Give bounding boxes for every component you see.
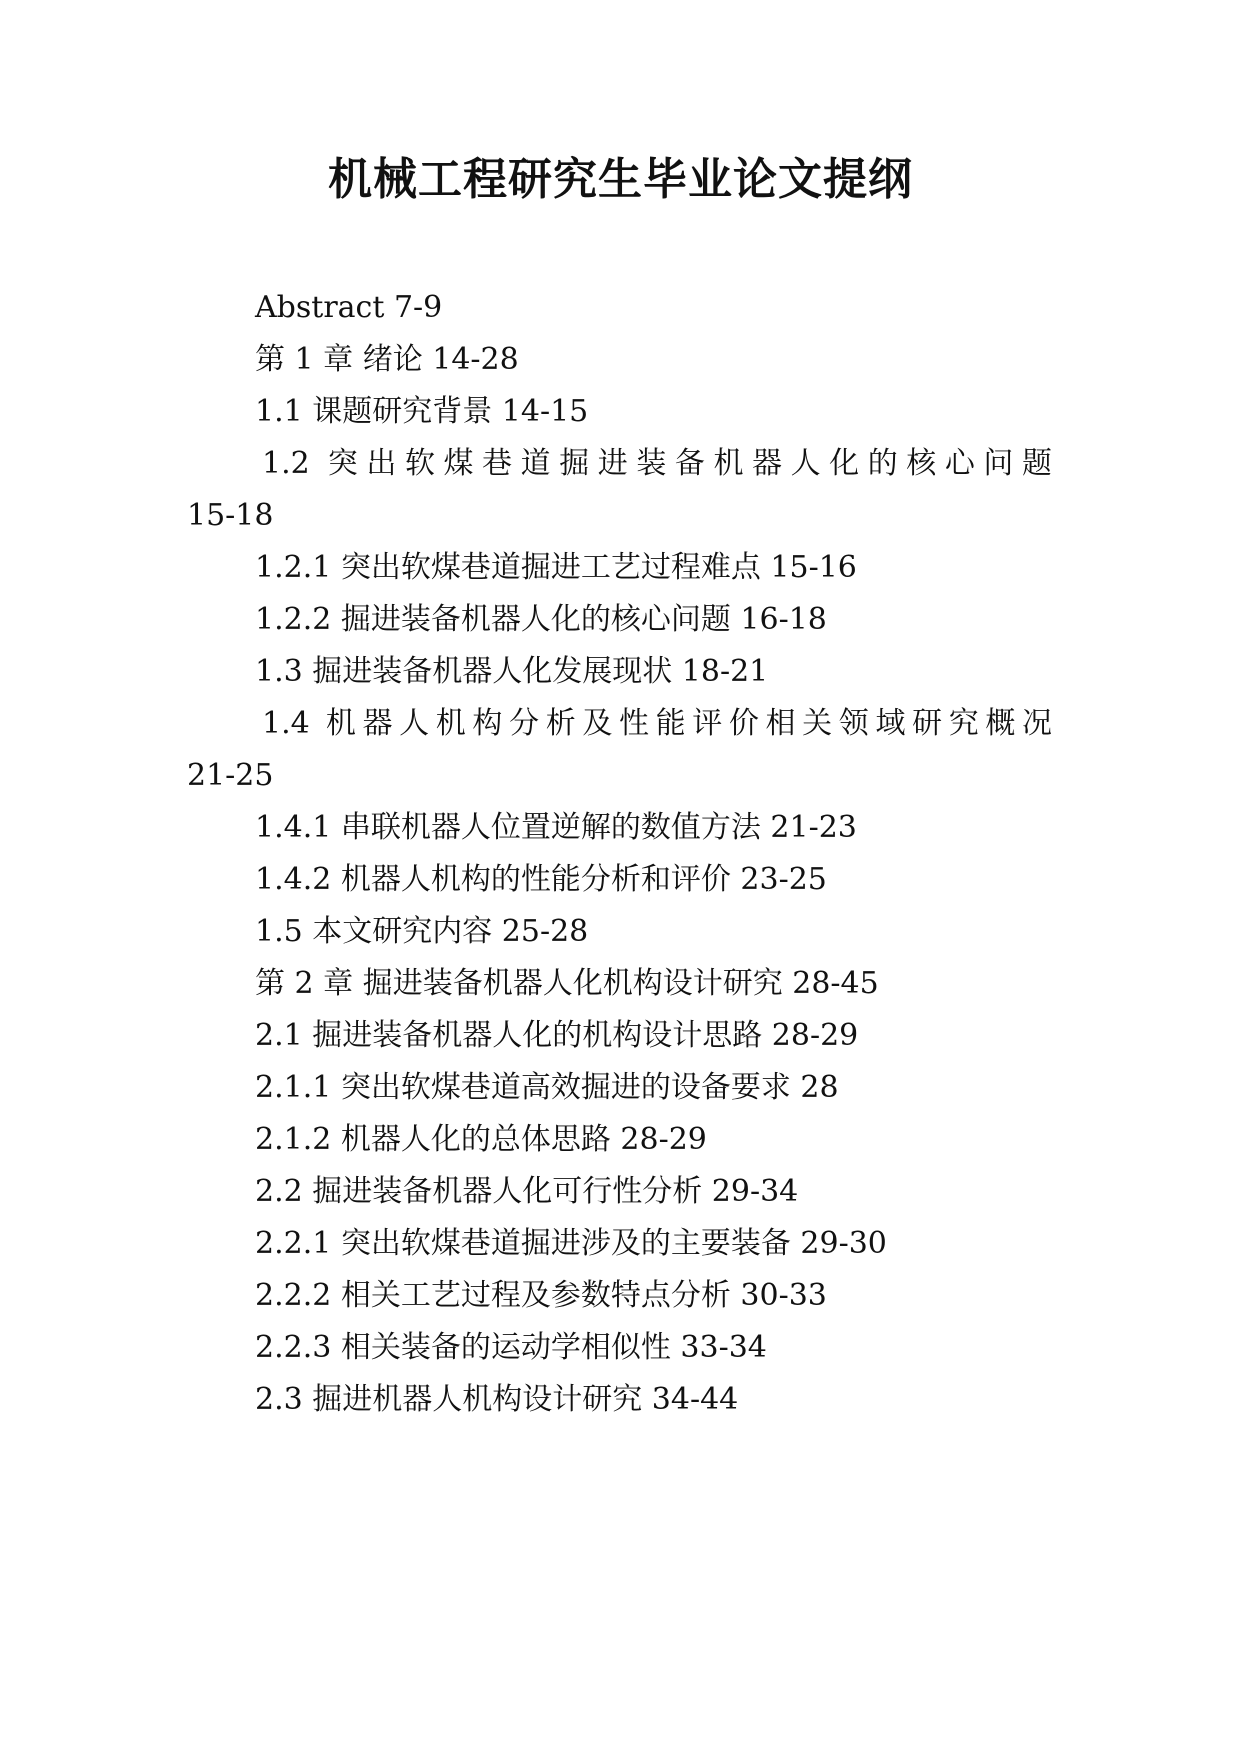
toc-entry-2-1-2: 2.1.2 机器人化的总体思路 28-29 <box>255 1122 707 1157</box>
toc-entry-1-4-pages: 21-25 <box>187 758 274 793</box>
toc-entry-chapter-1: 第 1 章 绪论 14-28 <box>255 342 519 377</box>
toc-entry-1-1: 1.1 课题研究背景 14-15 <box>255 394 589 429</box>
toc-entry-1-5: 1.5 本文研究内容 25-28 <box>255 914 589 949</box>
toc-entry-abstract: Abstract 7-9 <box>255 290 443 325</box>
toc-entry-1-4: 1.4 机器人机构分析及性能评价相关领域研究概况 <box>262 706 1052 741</box>
toc-entry-chapter-2: 第 2 章 掘进装备机器人化机构设计研究 28-45 <box>255 966 879 1001</box>
toc-entry-1-2-pages: 15-18 <box>187 498 274 533</box>
toc-entry-1-3: 1.3 掘进装备机器人化发展现状 18-21 <box>255 654 769 689</box>
toc-entry-2-2-2: 2.2.2 相关工艺过程及参数特点分析 30-33 <box>255 1278 827 1313</box>
toc-entry-2-2-3: 2.2.3 相关装备的运动学相似性 33-34 <box>255 1330 767 1365</box>
toc-entry-1-4-1: 1.4.1 串联机器人位置逆解的数值方法 21-23 <box>255 810 857 845</box>
toc-entry-2-1: 2.1 掘进装备机器人化的机构设计思路 28-29 <box>255 1018 859 1053</box>
toc-entry-1-2-2: 1.2.2 掘进装备机器人化的核心问题 16-18 <box>255 602 827 637</box>
toc-entry-1-4-2: 1.4.2 机器人机构的性能分析和评价 23-25 <box>255 862 827 897</box>
toc-entry-2-3: 2.3 掘进机器人机构设计研究 34-44 <box>255 1382 739 1417</box>
toc-entry-2-2: 2.2 掘进装备机器人化可行性分析 29-34 <box>255 1174 799 1209</box>
toc-entry-1-2: 1.2 突出软煤巷道掘进装备机器人化的核心问题 <box>262 446 1052 481</box>
page-title: 机械工程研究生毕业论文提纲 <box>328 154 913 205</box>
toc-entry-2-1-1: 2.1.1 突出软煤巷道高效掘进的设备要求 28 <box>255 1070 839 1105</box>
toc-entry-2-2-1: 2.2.1 突出软煤巷道掘进涉及的主要装备 29-30 <box>255 1226 887 1261</box>
toc-entry-1-2-1: 1.2.1 突出软煤巷道掘进工艺过程难点 15-16 <box>255 550 857 585</box>
